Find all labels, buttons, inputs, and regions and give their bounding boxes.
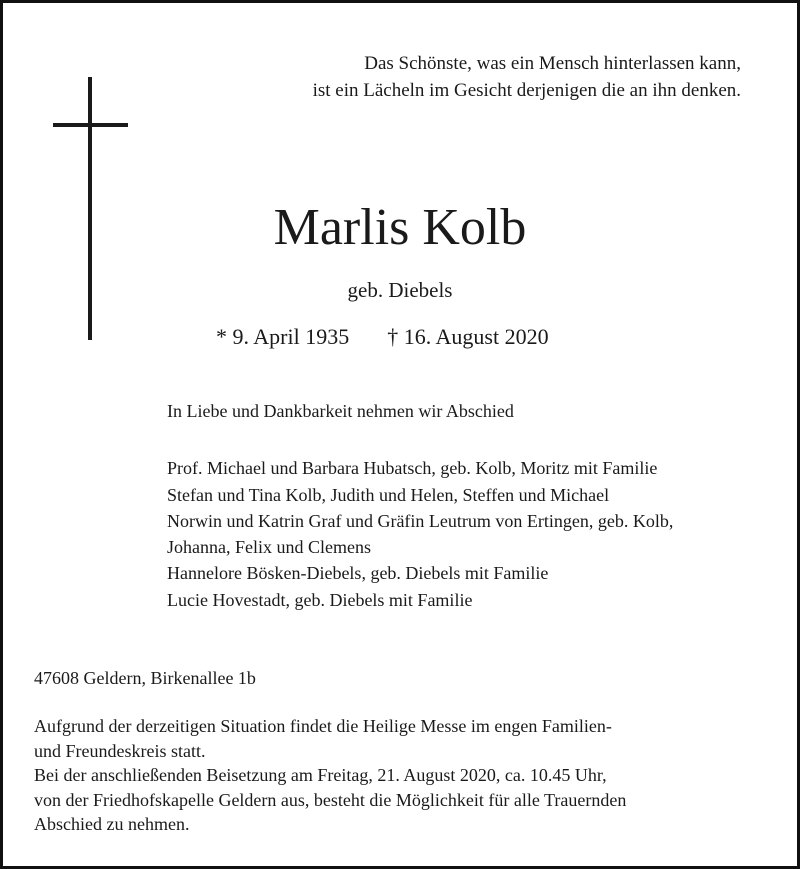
funeral-notice <box>34 714 626 837</box>
mourners-list <box>167 455 673 613</box>
death-date: † 16. August 2020 <box>387 324 549 349</box>
motto-line-1: Das Schönste, was ein Mensch hinterlassen kann, <box>364 53 741 74</box>
cross-horizontal-bar <box>53 123 128 127</box>
deceased-name-text: Marlis Kolb <box>273 199 527 256</box>
notice-line: von der Friedhofskapelle Geldern aus, besteht die Möglichkeit für alle Trauernden <box>34 789 627 810</box>
motto-line-2: ist ein Lächeln im Gesicht derjenigen die an ihn denken. <box>312 80 741 101</box>
notice-line: Aufgrund der derzeitigen Situation findet die Heilige Messe im engen Familien- <box>34 716 612 736</box>
mourner-entry: Norwin und Katrin Graf und Gräfin Leutrum von Ertingen, geb. Kolb, <box>167 511 674 531</box>
mourner-entry: Hannelore Bösken-Diebels, geb. Diebels mit Familie <box>167 563 549 583</box>
notice-line: Bei der anschließenden Beisetzung am Freitag, 21. August 2020, ca. 10.45 Uhr, <box>34 765 607 785</box>
mourner-entry: Prof. Michael und Barbara Hubatsch, geb. Kolb, Moritz mit Familie <box>167 458 658 478</box>
mourner-entry-continuation: Johanna, Felix und Clemens <box>167 536 371 557</box>
mourner-entry: Stefan und Tina Kolb, Judith und Helen, Steffen und Michael <box>167 484 610 505</box>
notice-line: Abschied zu nehmen. <box>34 814 190 834</box>
notice-line: und Freundeskreis statt. <box>34 740 206 761</box>
deceased-name <box>0 196 800 260</box>
birth-date: * 9. April 1935 <box>216 324 350 349</box>
mourner-entry: Lucie Hovestadt, geb. Diebels mit Familie <box>167 589 473 610</box>
farewell-line: In Liebe und Dankbarkeit nehmen wir Abschied <box>167 401 514 421</box>
life-dates <box>216 322 549 352</box>
maiden-name: geb. Diebels <box>347 278 453 302</box>
family-address: 47608 Geldern, Birkenallee 1b <box>34 668 256 688</box>
motto-quote <box>313 50 741 104</box>
